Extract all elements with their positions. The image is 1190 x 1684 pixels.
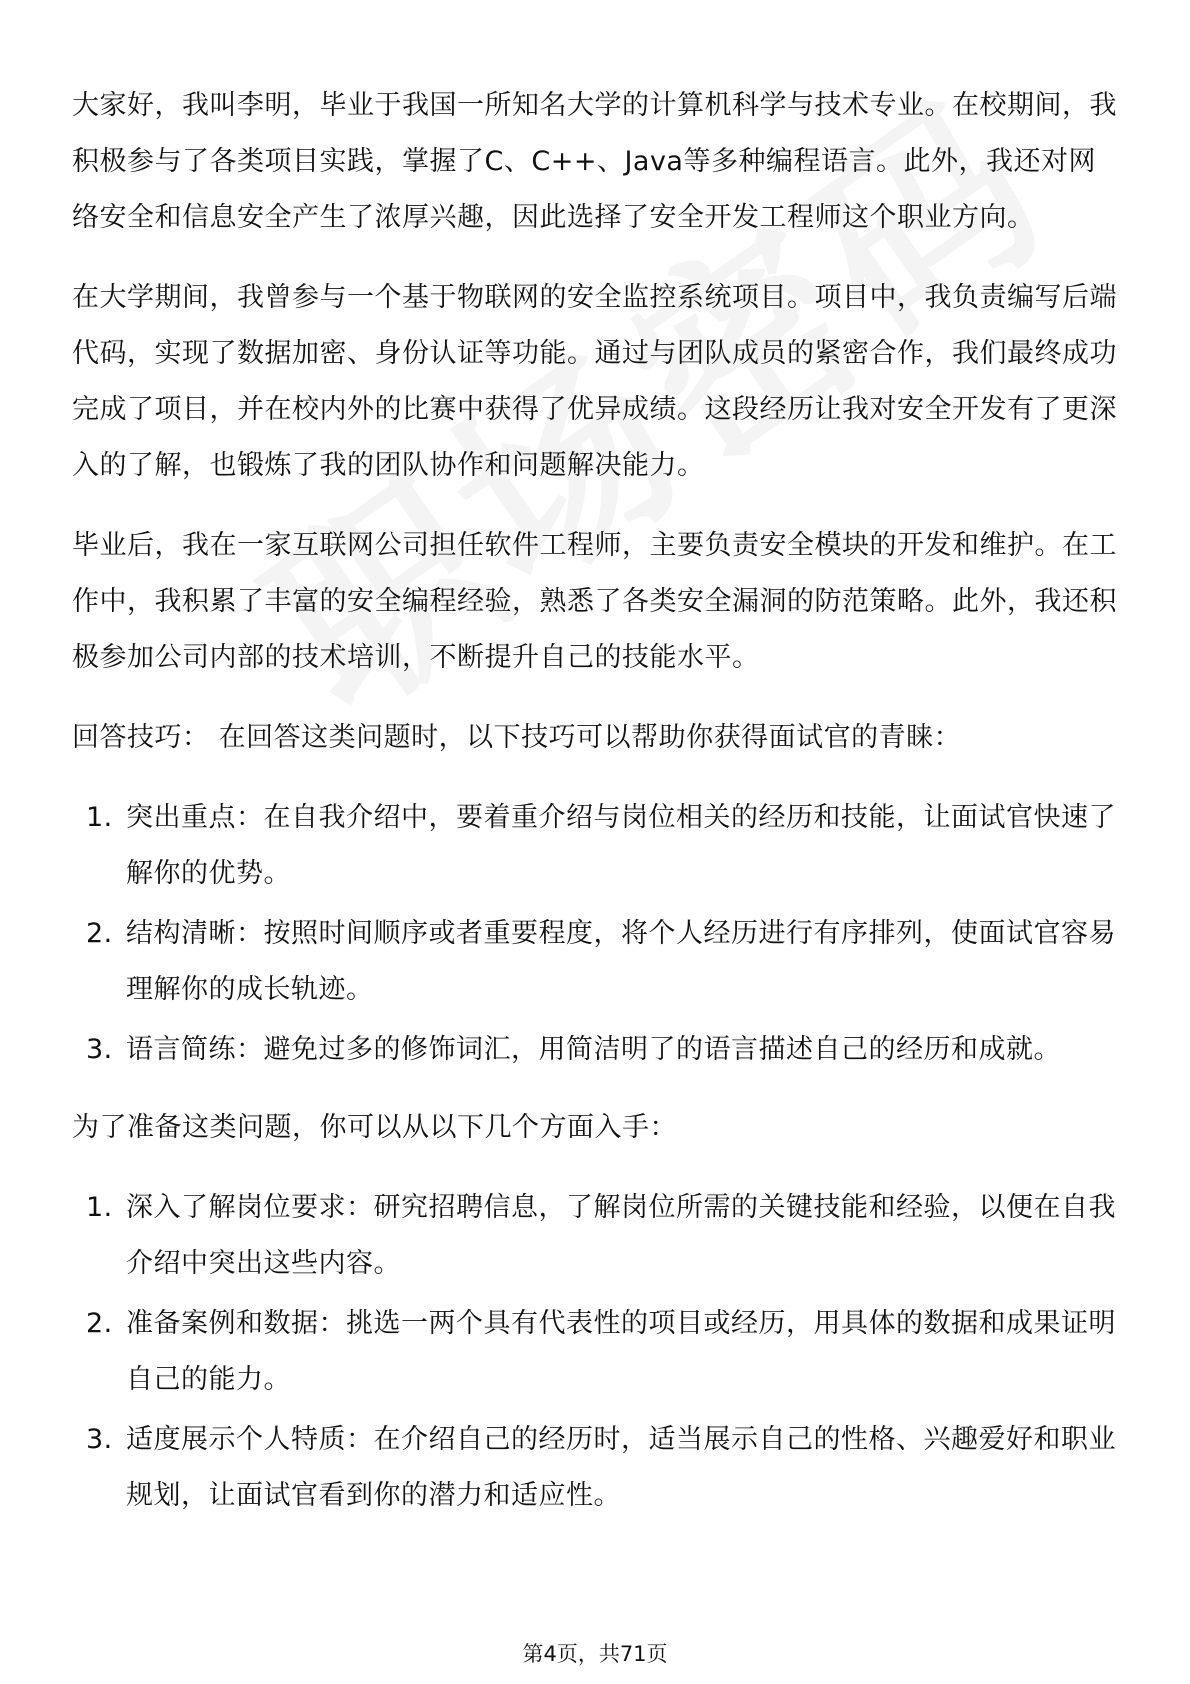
paragraph-work-experience: 毕业后，我在一家互联网公司担任软件工程师，主要负责安全模块的开发和维护。在工作中，我积累了丰富的安全编程经验，熟悉了各类安全漏洞的防范策略。此外，我还积极参加公司内部的技术培训，不断提升自己的技能水平。	[72, 530, 1117, 673]
paragraph-intro: 大家好，我叫李明，毕业于我国一所知名大学的计算机科学与技术专业。在校期间，我积极参与了各类项目实践，掌握了C、C++、Java等多种编程语言。此外，我还对网络安全和信息安全产生了浓厚兴趣，因此选择了安全开发工程师这个职业方向。	[72, 90, 1117, 233]
list-item	[72, 1296, 1120, 1408]
list-number: 3.	[86, 1034, 113, 1065]
tips-heading: 回答技巧： 在回答这类问题时，以下技巧可以帮助你获得面试官的青睐：	[72, 722, 962, 753]
paragraph-university-project: 在大学期间，我曾参与一个基于物联网的安全监控系统项目。项目中，我负责编写后端代码，实现了数据加密、身份认证等功能。通过与团队成员的紧密合作，我们最终成功完成了项目，并在校内外的比赛中获得了优异成绩。这段经历让我对安全开发有了更深入的了解，也锻炼了我的团队协作和问题解决能力。	[72, 282, 1117, 481]
list-number: 1.	[86, 1192, 113, 1223]
list-item-text: 突出重点：在自我介绍中，要着重介绍与岗位相关的经历和技能，让面试官快速了解你的优势。	[126, 802, 1116, 889]
list-number: 2.	[86, 1308, 113, 1339]
prep-heading: 为了准备这类问题，你可以从以下几个方面入手：	[72, 1112, 677, 1143]
document-body	[72, 78, 1120, 1546]
page-number: 第4页，共71页	[522, 1642, 668, 1666]
tips-list	[72, 790, 1120, 1078]
list-item-text: 语言简练：避免过多的修饰词汇，用简洁明了的语言描述自己的经历和成就。	[126, 1034, 1061, 1065]
list-item	[72, 1022, 1120, 1078]
list-number: 1.	[86, 802, 113, 833]
list-item-text: 适度展示个人特质：在介绍自己的经历时，适当展示自己的性格、兴趣爱好和职业规划，让面试官看到你的潜力和适应性。	[126, 1424, 1116, 1511]
list-item-text: 结构清晰：按照时间顺序或者重要程度，将个人经历进行有序排列，使面试官容易理解你的成长轨迹。	[126, 918, 1116, 1005]
list-item-text: 准备案例和数据：挑选一两个具有代表性的项目或经历，用具体的数据和成果证明自己的能力。	[126, 1308, 1116, 1395]
list-number: 3.	[86, 1424, 113, 1455]
list-number: 2.	[86, 918, 113, 949]
prep-list	[72, 1180, 1120, 1524]
list-item	[72, 906, 1120, 1018]
list-item	[72, 1180, 1120, 1292]
list-item	[72, 790, 1120, 902]
list-item-text: 深入了解岗位要求：研究招聘信息，了解岗位所需的关键技能和经验，以便在自我介绍中突出这些内容。	[126, 1192, 1116, 1279]
list-item	[72, 1412, 1120, 1524]
